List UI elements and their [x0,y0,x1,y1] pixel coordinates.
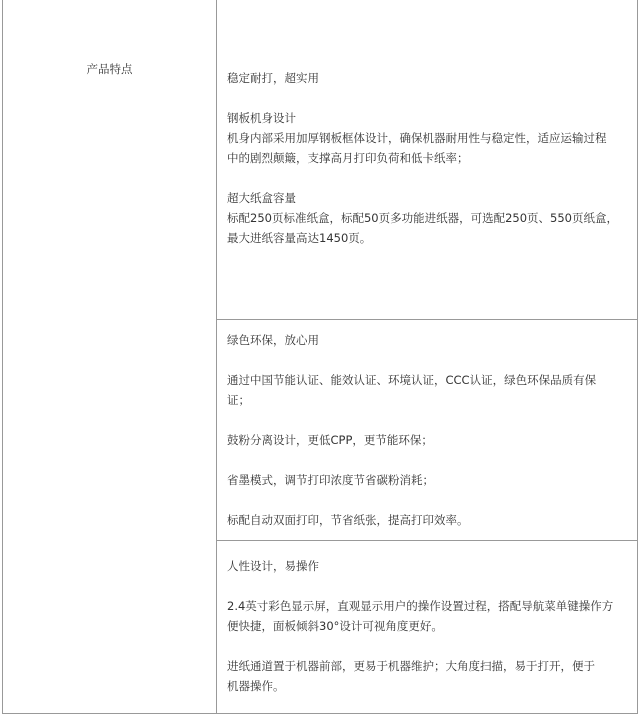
text-line: 人性设计，易操作 [227,559,319,573]
feature-paragraph [227,510,629,530]
text-line: 鼓粉分离设计，更低CPP，更节能环保； [227,433,433,447]
text-line: 机器操作。 [227,679,285,693]
text-line: 最大进纸容量高达1450页。 [227,231,372,245]
feature-cell-eco [217,320,637,541]
feature-heading [227,556,629,576]
text-line: 钢板机身设计 [227,111,296,125]
text-line: 标配250页标准纸盒，标配50页多功能进纸器，可选配250页、550页纸盒， [227,211,618,225]
feature-paragraph [227,656,629,696]
text-line: 便快捷，面板倾斜30°设计可视角度更好。 [227,619,443,633]
text-line: 证； [227,393,250,407]
feature-paragraph [227,370,629,410]
text-line: 绿色环保，放心用 [227,333,319,347]
feature-heading [227,68,629,88]
label-column [3,0,217,713]
feature-paragraph [227,188,629,248]
text-line: 进纸通道置于机器前部，更易于机器维护；大角度扫描，易于打开，便于 [227,659,595,673]
text-line: 省墨模式，调节打印浓度节省碳粉消耗； [227,473,434,487]
feature-heading [227,330,629,350]
spec-table [2,0,638,714]
feature-paragraph [227,596,629,636]
text-line: 稳定耐打，超实用 [227,71,319,85]
text-line: 中的剧烈颠簸，支撑高月打印负荷和低卡纸率； [227,151,469,165]
text-line: 超大纸盒容量 [227,191,296,205]
text-line: 机身内部采用加厚钢板框体设计，确保机器耐用性与稳定性，适应运输过程 [227,131,607,145]
text-line: 通过中国节能认证、能效认证、环境认证，CCC认证，绿色环保品质有保 [227,373,597,387]
feature-paragraph [227,470,629,490]
row-label: 产品特点 [86,62,133,76]
feature-cell-usability [217,541,637,714]
text-line: 2.4英寸彩色显示屏，直观显示用户的操作设置过程，搭配导航菜单键操作方 [227,599,614,613]
feature-paragraph [227,430,629,450]
feature-cell-stability [217,0,637,320]
text-line: 标配自动双面打印，节省纸张，提高打印效率。 [227,513,469,527]
feature-paragraph [227,108,629,168]
